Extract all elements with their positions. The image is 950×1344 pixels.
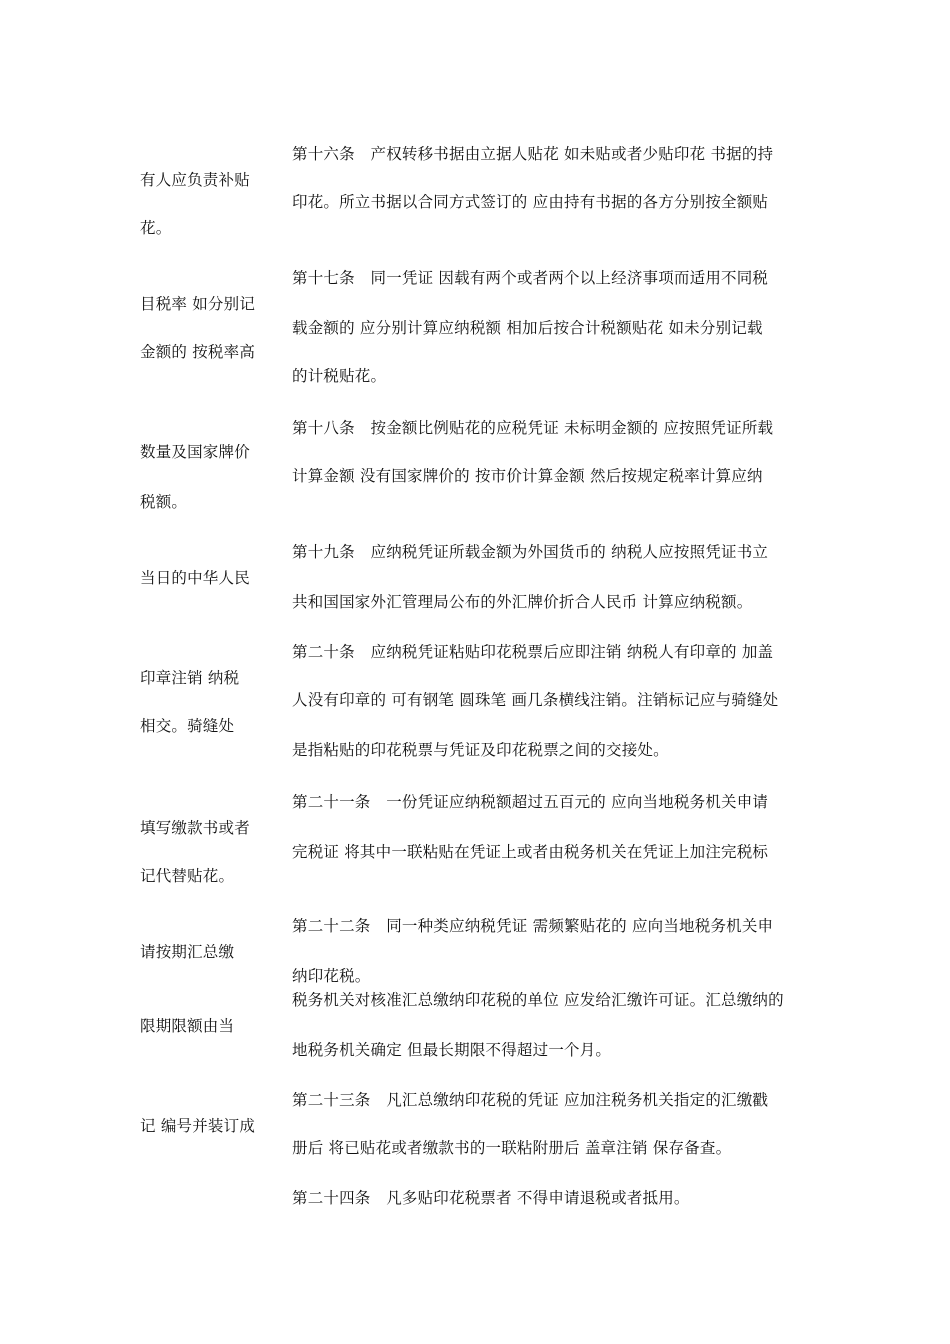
main-line: 第二十一条 一份凭证应纳税额超过五百元的 应向当地税务机关申请 xyxy=(292,793,769,811)
main-line: 人没有印章的 可有钢笔 圆珠笔 画几条横线注销。注销标记应与骑缝处 xyxy=(292,691,779,709)
main-line: 册后 将已贴花或者缴款书的一联粘附册后 盖章注销 保存备查。 xyxy=(292,1139,732,1157)
side-line: 请按期汇总缴 xyxy=(140,943,235,961)
side-line: 当日的中华人民 xyxy=(140,569,250,587)
main-line: 第二十三条 凡汇总缴纳印花税的凭证 应加注税务机关指定的汇缴戳 xyxy=(292,1091,769,1109)
main-line: 印花。所立书据以合同方式签订的 应由持有书据的各方分别按全额贴 xyxy=(292,193,769,211)
side-line: 印章注销 纳税 xyxy=(140,669,240,687)
side-line: 数量及国家牌价 xyxy=(140,443,250,461)
main-line: 计算金额 没有国家牌价的 按市价计算金额 然后按规定税率计算应纳 xyxy=(292,467,763,485)
main-line: 第十八条 按金额比例贴花的应税凭证 未标明金额的 应按照凭证所载 xyxy=(292,419,774,437)
main-line: 第二十二条 同一种类应纳税凭证 需频繁贴花的 应向当地税务机关申 xyxy=(292,917,774,935)
side-line: 填写缴款书或者 xyxy=(140,819,250,837)
main-line: 税务机关对核准汇总缴纳印花税的单位 应发给汇缴许可证。汇总缴纳的 xyxy=(292,991,784,1009)
main-line: 共和国国家外汇管理局公布的外汇牌价折合人民币 计算应纳税额。 xyxy=(292,593,753,611)
main-line: 的计税贴花。 xyxy=(292,367,387,385)
main-line: 第十九条 应纳税凭证所载金额为外国货币的 纳税人应按照凭证书立 xyxy=(292,543,769,561)
main-line: 第十六条 产权转移书据由立据人贴花 如未贴或者少贴印花 书据的持 xyxy=(292,145,774,163)
main-line: 第十七条 同一凭证 因载有两个或者两个以上经济事项而适用不同税 xyxy=(292,269,769,287)
main-line: 是指粘贴的印花税票与凭证及印花税票之间的交接处。 xyxy=(292,741,669,759)
side-line: 记代替贴花。 xyxy=(140,867,235,885)
side-line: 金额的 按税率高 xyxy=(140,343,256,361)
side-line: 税额。 xyxy=(140,493,188,511)
side-line: 花。 xyxy=(140,219,172,237)
main-line: 第二十条 应纳税凭证粘贴印花税票后应即注销 纳税人有印章的 加盖 xyxy=(292,643,774,661)
main-line: 载金额的 应分别计算应纳税额 相加后按合计税额贴花 如未分别记载 xyxy=(292,319,763,337)
main-line: 地税务机关确定 但最长期限不得超过一个月。 xyxy=(292,1041,612,1059)
side-line: 有人应负责补贴 xyxy=(140,171,250,189)
side-line: 相交。骑缝处 xyxy=(140,717,235,735)
main-line: 纳印花税。 xyxy=(292,967,371,985)
main-line: 完税证 将其中一联粘贴在凭证上或者由税务机关在凭证上加注完税标 xyxy=(292,843,769,861)
side-line: 记 编号并装订成 xyxy=(140,1117,256,1135)
side-line: 限期限额由当 xyxy=(140,1017,235,1035)
side-line: 目税率 如分别记 xyxy=(140,295,256,313)
main-line: 第二十四条 凡多贴印花税票者 不得申请退税或者抵用。 xyxy=(292,1189,690,1207)
